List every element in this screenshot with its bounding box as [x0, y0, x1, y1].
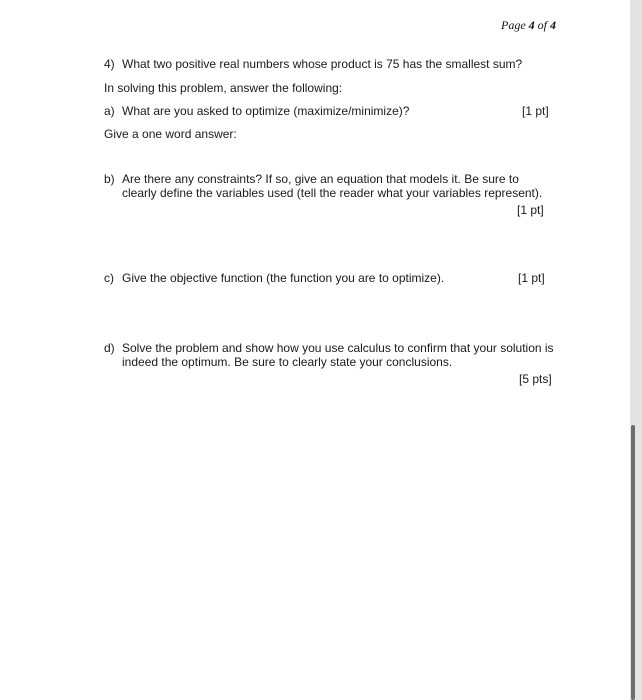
scrollbar-thumb[interactable] — [631, 425, 635, 700]
part-b-question-line2: clearly define the variables used (tell the reader what your variables represent). — [122, 186, 543, 200]
problem-number: 4) — [104, 57, 115, 71]
part-c-label: c) — [104, 271, 114, 285]
part-d-question-line1 — [104, 341, 554, 355]
part-b-label: b) — [104, 172, 115, 186]
page-number: Page 4 of 4 — [501, 18, 556, 32]
problem-text: What two positive real numbers whose product is 75 has the smallest sum? — [122, 57, 523, 71]
part-a-points: [1 pt] — [522, 104, 549, 118]
part-d-points: [5 pts] — [519, 372, 552, 386]
part-c-question — [104, 271, 444, 285]
part-d-question-line2: indeed the optimum. Be sure to clearly state your conclusions. — [122, 355, 453, 369]
part-a-question — [104, 104, 409, 118]
part-d-text-1: Solve the problem and show how you use calculus to confirm that your solution is — [122, 341, 554, 355]
part-a-text: What are you asked to optimize (maximize/minimize)? — [122, 104, 410, 118]
part-c-text: Give the objective function (the function you are to optimize). — [122, 271, 445, 285]
part-a-label: a) — [104, 104, 115, 118]
part-b-question-line1 — [104, 172, 519, 186]
part-b-text-1: Are there any constraints? If so, give an equation that models it. Be sure to — [122, 172, 519, 186]
part-b-points: [1 pt] — [517, 203, 544, 217]
part-a-subprompt: Give a one word answer: — [104, 127, 237, 141]
problem-statement — [104, 57, 522, 71]
problem-instruction: In solving this problem, answer the following: — [104, 81, 343, 95]
part-d-label: d) — [104, 341, 115, 355]
part-c-points: [1 pt] — [518, 271, 545, 285]
